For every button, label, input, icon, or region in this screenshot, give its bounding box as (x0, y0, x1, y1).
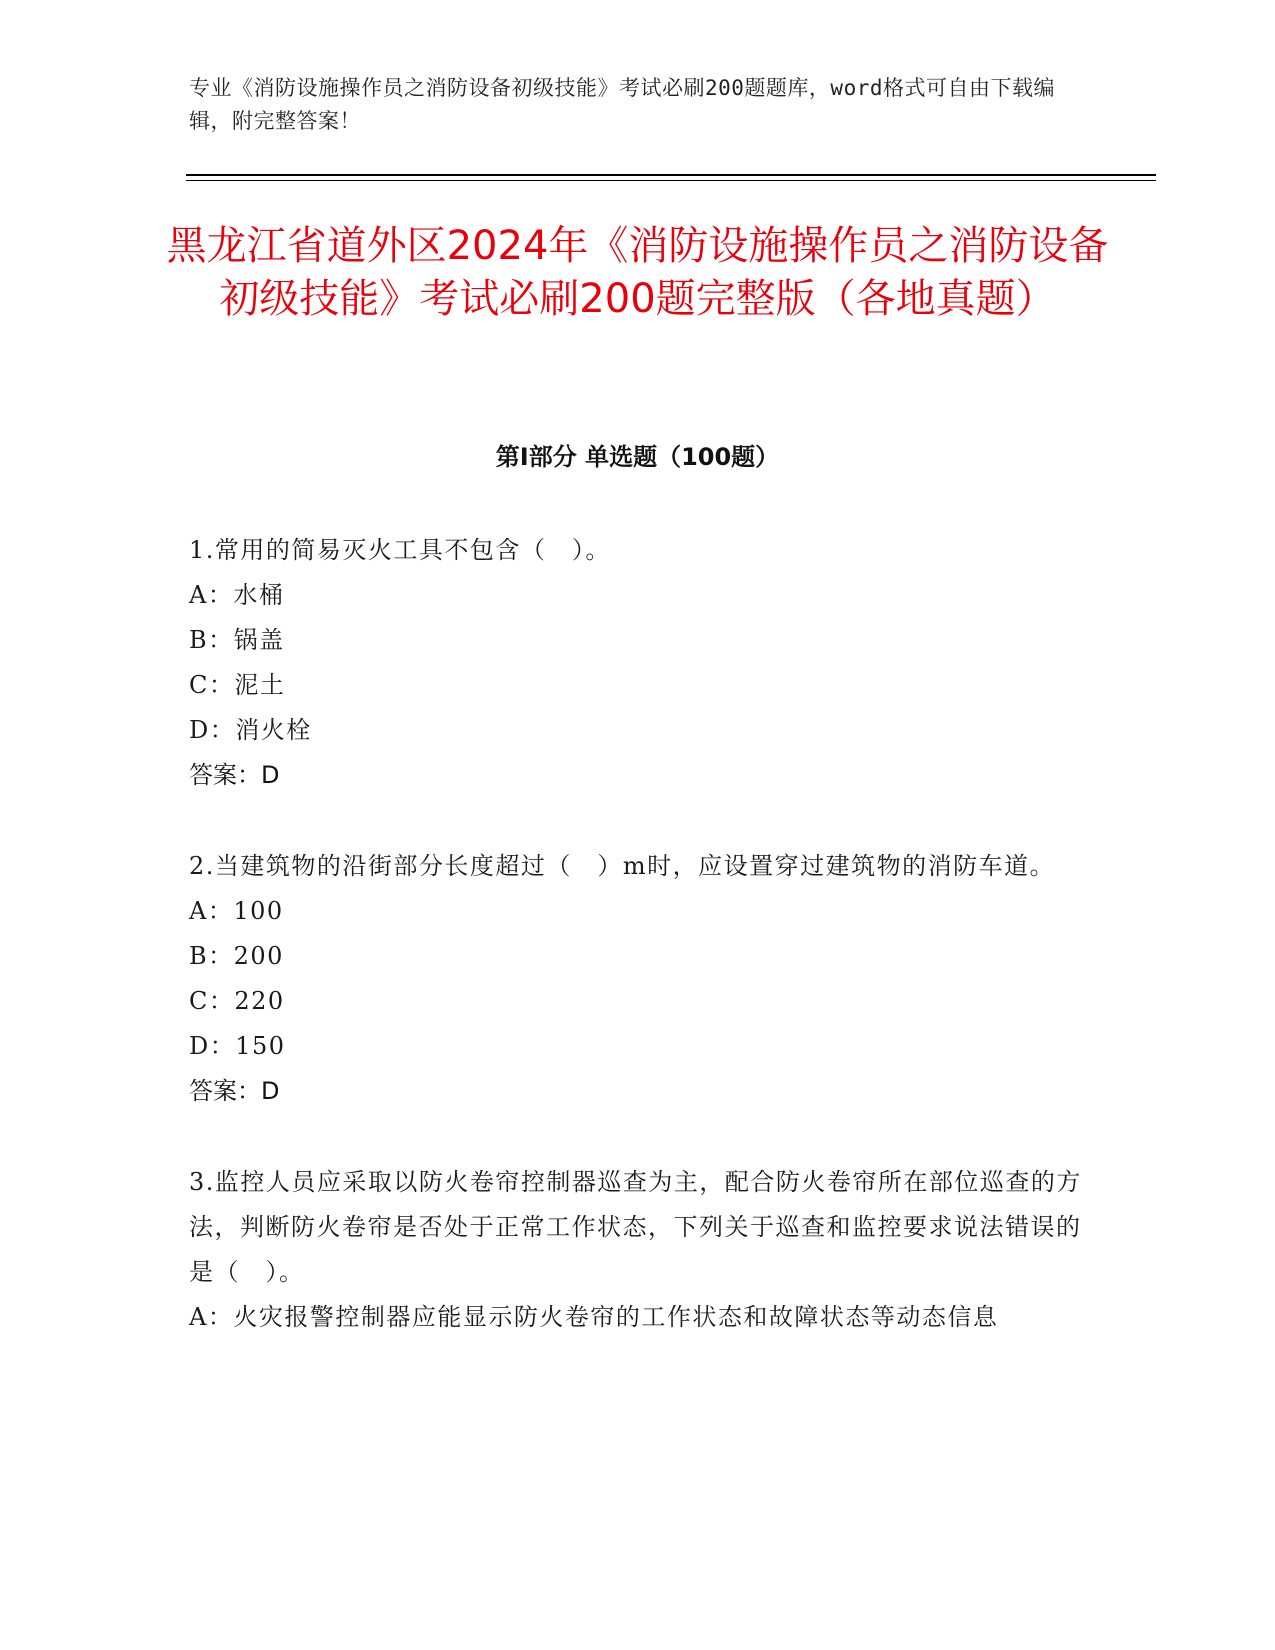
question-item (189, 528, 1089, 798)
header-note: 专业《消防设施操作员之消防设备初级技能》考试必刷200题题库，word格式可自由下载编辑，附完整答案！ (189, 76, 1055, 133)
header-divider-thick (186, 174, 1156, 176)
question-answer: 答案：D (189, 1077, 280, 1105)
question-stem: 1.常用的简易灭火工具不包含（ ）。 (189, 536, 611, 564)
question-option: D：消火栓 (189, 716, 312, 744)
question-item (189, 844, 1089, 1114)
question-option: A：100 (189, 897, 284, 925)
question-option: A：火灾报警控制器应能显示防火卷帘的工作状态和故障状态等动态信息 (189, 1303, 999, 1331)
question-item (189, 1160, 1089, 1340)
question-list (189, 528, 1089, 1386)
question-option: C：泥土 (189, 671, 286, 699)
question-option: B：锅盖 (189, 626, 285, 654)
section-heading: 第Ⅰ部分 单选题（100题） (495, 443, 780, 471)
question-option: A：水桶 (189, 581, 285, 609)
header-divider-thin (186, 180, 1156, 181)
question-option: D：150 (189, 1032, 286, 1060)
question-option: B：200 (189, 942, 284, 970)
question-stem: 2.当建筑物的沿街部分长度超过（ ）m时，应设置穿过建筑物的消防车道。 (189, 852, 1056, 880)
document-title: 黑龙江省道外区2024年《消防设施操作员之消防设备初级技能》考试必刷200题完整版（各地真题） (166, 223, 1109, 322)
question-stem: 3.监控人员应采取以防火卷帘控制器巡查为主，配合防火卷帘所在部位巡查的方法，判断防火卷帘是否处于正常工作状态，下列关于巡查和监控要求说法错误的是（ ）。 (189, 1168, 1082, 1286)
question-option: C：220 (189, 987, 285, 1015)
question-answer: 答案：D (189, 761, 280, 789)
